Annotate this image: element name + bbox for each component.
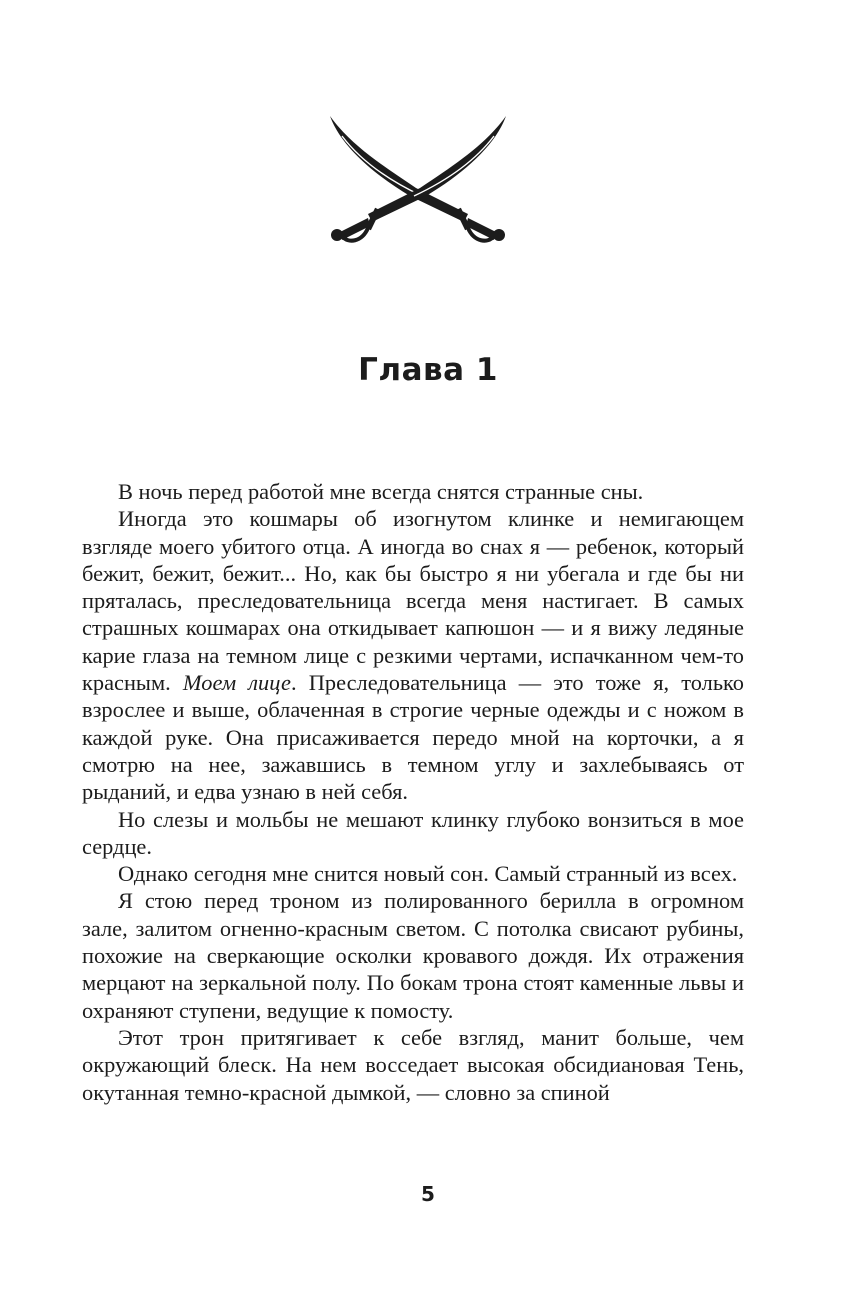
paragraph-text: . Преследовательница — это тоже я, только взрослее и выше, облаченная в строгие черные одежды и с ножом в каждой руке. Она присаживается передо мной на корточки, а я смотрю на нее, зажавшись в темном углу и захлебываясь от рыданий, и едва узнаю в ней себя. <box>82 670 744 805</box>
chapter-title: Глава 1 <box>358 352 498 388</box>
paragraph: Но слезы и мольбы не мешают клинку глубоко вонзиться в мое сердце. <box>82 806 744 859</box>
saber-right <box>331 116 506 241</box>
paragraph: Я стою перед троном из полированного берилла в огромном зале, залитом огненно-красным светом. С потолка свисают рубины, похожие на сверкающие осколки кровавого дождя. Их отражения мерцают на зеркальной полу. По бокам трона стоят каменные львы и охраняют ступени, ведущие к помосту. <box>82 888 744 1023</box>
saber-left <box>330 116 505 241</box>
paragraph-text: Иногда это кошмары об изогнутом клинке и немигающем взгляде моего убитого отца. А иногда во снах я — ребенок, который бежит, бежит, бежит... Но, как бы быстро я ни убегала и где бы ни пряталась, преследовательница всегда меня настигает. В самых страшных кошмарах она откидывает капюшон — и я вижу ледяные карие глаза на темном лице с резкими чертами, испачканном чем-то красным. <box>82 506 744 696</box>
paragraph: В ночь перед работой мне всегда снятся странные сны. <box>118 479 644 504</box>
italic-emphasis: Моем лице <box>182 670 291 696</box>
paragraph: Этот трон притягивает к себе взгляд, манит больше, чем окружающий блеск. На нем восседает высокая обсидиановая Тень, окутанная темно-красной дымкой, — словно за спиной <box>82 1024 744 1105</box>
paragraph <box>82 505 744 805</box>
paragraph: Однако сегодня мне снится новый сон. Самый странный из всех. <box>118 861 738 887</box>
body-text <box>82 478 744 1106</box>
crossed-sabers-icon <box>318 110 518 250</box>
page-number: 5 <box>421 1182 435 1206</box>
